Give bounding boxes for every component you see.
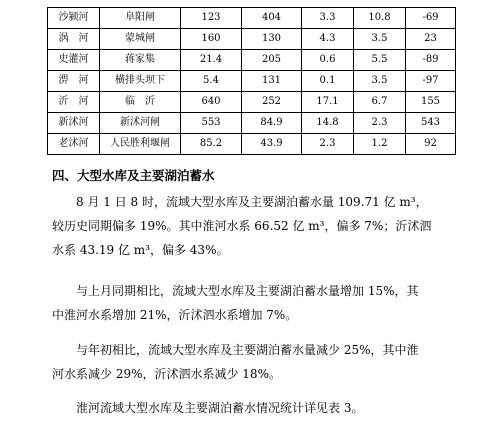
table-row bbox=[48, 71, 456, 92]
river-cell: 史灌河 bbox=[48, 50, 100, 71]
value-cell: 4.3 bbox=[302, 29, 354, 50]
value-cell: 17.1 bbox=[302, 92, 354, 113]
value-cell: 131 bbox=[242, 71, 302, 92]
value-cell: 543 bbox=[406, 113, 456, 134]
flow-table-body bbox=[48, 8, 456, 155]
value-cell: 2.3 bbox=[302, 134, 354, 155]
paragraph-line: 8 月 1 日 8 时，流域大型水库及主要湖泊蓄水量 109.71 亿 m³， bbox=[76, 195, 428, 209]
paragraph-line: 水系 43.19 亿 m³，偏多 43%。 bbox=[52, 243, 229, 257]
station-cell: 临 沂 bbox=[100, 92, 181, 113]
table-row bbox=[48, 134, 456, 155]
value-cell: 23 bbox=[406, 29, 456, 50]
value-cell: 3.3 bbox=[302, 8, 354, 29]
flow-table bbox=[47, 7, 456, 155]
value-cell: 640 bbox=[181, 92, 242, 113]
paragraph-line: 河水系减少 29%，沂沭泗水系减少 18%。 bbox=[52, 367, 281, 381]
value-cell: 160 bbox=[181, 29, 242, 50]
value-cell: 404 bbox=[242, 8, 302, 29]
value-cell: 0.6 bbox=[302, 50, 354, 71]
value-cell: 0.1 bbox=[302, 71, 354, 92]
paragraph-line: 与上月同期相比，流域大型水库及主要湖泊蓄水量增加 15%，其 bbox=[76, 284, 419, 298]
station-cell: 蒋家集 bbox=[100, 50, 181, 71]
value-cell: 21.4 bbox=[181, 50, 242, 71]
value-cell: 6.7 bbox=[354, 92, 406, 113]
paragraph-yearly-compare bbox=[52, 338, 456, 386]
value-cell: 2.3 bbox=[354, 113, 406, 134]
value-cell: 205 bbox=[242, 50, 302, 71]
value-cell: -89 bbox=[406, 50, 456, 71]
paragraph-monthly-compare bbox=[52, 279, 456, 327]
value-cell: 43.9 bbox=[242, 134, 302, 155]
value-cell: 155 bbox=[406, 92, 456, 113]
paragraph-storage-total bbox=[52, 190, 456, 262]
value-cell: 130 bbox=[242, 29, 302, 50]
value-cell: 3.5 bbox=[354, 29, 406, 50]
value-cell: 92 bbox=[406, 134, 456, 155]
table-row bbox=[48, 92, 456, 113]
value-cell: 5.5 bbox=[354, 50, 406, 71]
value-cell: 3.5 bbox=[354, 71, 406, 92]
river-cell: 沂 河 bbox=[48, 92, 100, 113]
value-cell: -97 bbox=[406, 71, 456, 92]
station-cell: 横排头坝下 bbox=[100, 71, 181, 92]
value-cell: 553 bbox=[181, 113, 242, 134]
section-heading: 四、大型水库及主要湖泊蓄水 bbox=[52, 168, 215, 183]
table-row bbox=[48, 8, 456, 29]
river-cell: 老沭河 bbox=[48, 134, 100, 155]
value-cell: 10.8 bbox=[354, 8, 406, 29]
paragraph-line: 较历史同期偏多 19%。其中淮河水系 66.52 亿 m³，偏多 7%；沂沭泗 bbox=[52, 219, 432, 233]
value-cell: -69 bbox=[406, 8, 456, 29]
value-cell: 1.2 bbox=[354, 134, 406, 155]
paragraph-table-reference bbox=[52, 396, 456, 420]
value-cell: 5.4 bbox=[181, 71, 242, 92]
river-cell: 淠 河 bbox=[48, 71, 100, 92]
station-cell: 蒙城闸 bbox=[100, 29, 181, 50]
river-cell: 沙颍河 bbox=[48, 8, 100, 29]
station-cell: 人民胜利堰闸 bbox=[100, 134, 181, 155]
value-cell: 84.9 bbox=[242, 113, 302, 134]
river-cell: 涡 河 bbox=[48, 29, 100, 50]
table-row bbox=[48, 50, 456, 71]
paragraph-line: 中淮河水系增加 21%，沂沭泗水系增加 7%。 bbox=[52, 308, 298, 322]
table-row bbox=[48, 113, 456, 134]
station-cell: 新沭河闸 bbox=[100, 113, 181, 134]
paragraph-line: 与年初相比，流域大型水库及主要湖泊蓄水量减少 25%，其中淮 bbox=[76, 343, 419, 357]
station-cell: 阜阳闸 bbox=[100, 8, 181, 29]
value-cell: 252 bbox=[242, 92, 302, 113]
river-cell: 新沭河 bbox=[48, 113, 100, 134]
table-row bbox=[48, 29, 456, 50]
value-cell: 123 bbox=[181, 8, 242, 29]
paragraph-line: 淮河流域大型水库及主要湖泊蓄水情况统计详见表 3。 bbox=[76, 401, 364, 415]
value-cell: 14.8 bbox=[302, 113, 354, 134]
value-cell: 85.2 bbox=[181, 134, 242, 155]
